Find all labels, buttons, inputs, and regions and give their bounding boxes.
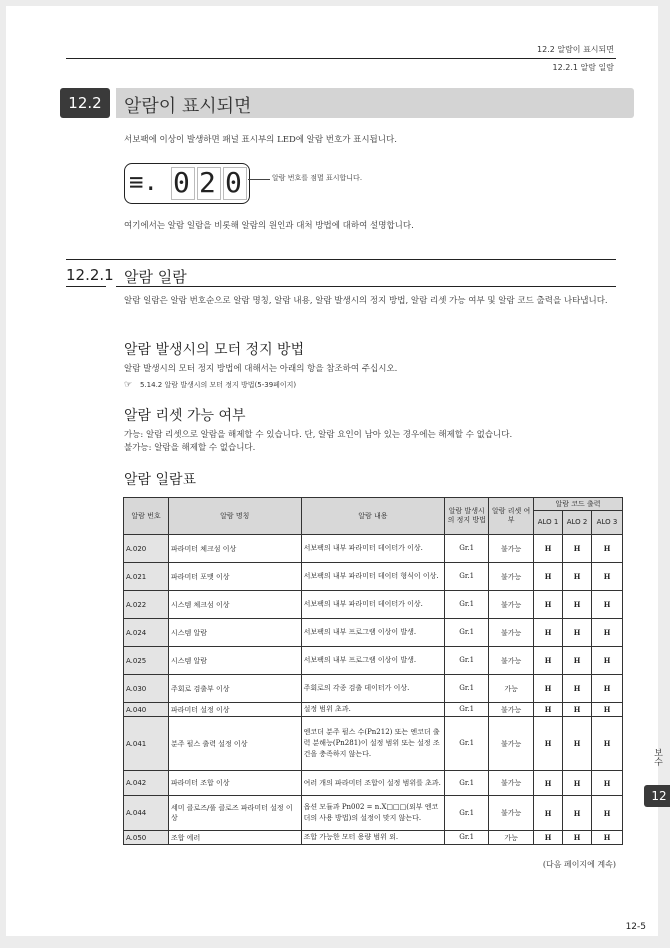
- alarm-code-cell: A.024: [124, 619, 169, 647]
- chapter-tab[interactable]: 12: [644, 785, 670, 807]
- stop-method-text: 알람 발생시의 모터 정지 방법에 대해서는 아래의 항을 참조하여 주십시오.: [124, 364, 398, 374]
- alarm-reset-cell: 불가능: [489, 619, 534, 647]
- subsection-number-underline: [66, 286, 106, 287]
- alo3-cell: H: [592, 563, 623, 591]
- alo2-cell: H: [563, 703, 592, 717]
- alarm-stop-method-cell: Gr.1: [445, 563, 489, 591]
- alo2-cell: H: [563, 591, 592, 619]
- alarm-name-cell: 파라미터 조합 이상: [168, 771, 301, 796]
- alarm-name-cell: 파라미터 포맷 이상: [168, 563, 301, 591]
- alo1-cell: H: [534, 535, 563, 563]
- alarm-code-cell: A.021: [124, 563, 169, 591]
- alo3-cell: H: [592, 647, 623, 675]
- alarm-content-cell: 서보팩의 내부 파라미터 데이터가 이상.: [301, 591, 445, 619]
- side-tab-label: 보수: [652, 748, 662, 766]
- led-panel-display: [124, 163, 250, 204]
- alarm-content-cell: 서보팩의 내부 프로그램 이상이 발생.: [301, 619, 445, 647]
- alarm-reset-cell: 불가능: [489, 535, 534, 563]
- continued-note: (다음 페이지에 계속): [542, 860, 616, 869]
- alarm-name-cell: 시스템 알람: [168, 647, 301, 675]
- running-header-chapter: 12.2 알람이 표시되면: [537, 45, 614, 54]
- alo1-cell: H: [534, 563, 563, 591]
- alo1-cell: H: [534, 796, 563, 831]
- running-header-subsection: 12.2.1 알람 일람: [552, 63, 614, 72]
- subsection-title-underline: [116, 286, 616, 287]
- alo2-cell: H: [563, 535, 592, 563]
- alarm-name-cell: 조합 에러: [168, 831, 301, 845]
- reset-possible-text: 가능: 알람 리셋으로 알람을 해제할 수 있습니다. 단, 알람 요인이 남아 있는 경우에는 해제할 수 없습니다.: [124, 430, 513, 440]
- alarm-stop-method-cell: Gr.1: [445, 647, 489, 675]
- alo1-cell: H: [534, 831, 563, 845]
- alo2-cell: H: [563, 796, 592, 831]
- alo1-cell: H: [534, 591, 563, 619]
- alo3-cell: H: [592, 717, 623, 771]
- reference-hand-icon: ☞: [124, 380, 133, 390]
- led-status-digit: ≡.: [129, 168, 158, 196]
- alarm-list-table: [123, 497, 623, 845]
- table-row: [124, 535, 623, 563]
- alo1-cell: H: [534, 647, 563, 675]
- col-header-code-output: 알람 코드 출력: [534, 498, 623, 511]
- display-callout: 알람 번호를 점멸 표시합니다.: [272, 174, 363, 182]
- alarm-table-heading: 알람 일람표: [124, 472, 197, 488]
- alarm-stop-method-cell: Gr.1: [445, 831, 489, 845]
- alarm-content-cell: 설정 범위 초과.: [301, 703, 445, 717]
- alarm-content-cell: 엔코더 분주 펄스 수(Pn212) 또는 엔코더 출력 분해능(Pn281)이 설정 범위 또는 설정 조건을 충족하지 않는다.: [301, 717, 445, 771]
- led-digit-1: 0: [173, 166, 190, 199]
- alo1-cell: H: [534, 771, 563, 796]
- col-header-alo3: ALO 3: [592, 511, 623, 535]
- alarm-name-cell: 주회로 검출부 이상: [168, 675, 301, 703]
- alo3-cell: H: [592, 771, 623, 796]
- alarm-code-cell: A.042: [124, 771, 169, 796]
- alo3-cell: H: [592, 703, 623, 717]
- alarm-content-cell: 서보팩의 내부 파라미터 데이터 형식이 이상.: [301, 563, 445, 591]
- header-rule: [66, 58, 616, 59]
- alo2-cell: H: [563, 831, 592, 845]
- alarm-reset-cell: 불가능: [489, 647, 534, 675]
- table-row: [124, 591, 623, 619]
- col-header-name: 알람 명칭: [168, 498, 301, 535]
- stop-method-heading: 알람 발생시의 모터 정지 방법: [124, 342, 305, 358]
- table-row: [124, 831, 623, 845]
- table-row: [124, 796, 623, 831]
- alarm-content-cell: 여러 개의 파라미터 조합이 설정 범위를 초과.: [301, 771, 445, 796]
- alarm-stop-method-cell: Gr.1: [445, 703, 489, 717]
- table-row: [124, 563, 623, 591]
- col-header-content: 알람 내용: [301, 498, 445, 535]
- col-header-alo2: ALO 2: [563, 511, 592, 535]
- alarm-reset-cell: 불가능: [489, 771, 534, 796]
- alarm-reset-cell: 가능: [489, 675, 534, 703]
- alarm-code-cell: A.050: [124, 831, 169, 845]
- subsection-number: 12.2.1: [66, 266, 114, 284]
- alarm-code-cell: A.025: [124, 647, 169, 675]
- section-number-badge: 12.2: [60, 88, 110, 118]
- alarm-content-cell: 옵션 모듈과 Pn002 = n.X□□□(외부 엔코더의 사용 방법)의 설정이 맞지 않는다.: [301, 796, 445, 831]
- alo1-cell: H: [534, 675, 563, 703]
- alarm-stop-method-cell: Gr.1: [445, 796, 489, 831]
- alo2-cell: H: [563, 563, 592, 591]
- led-digit-2: 2: [199, 166, 216, 199]
- reset-heading: 알람 리셋 가능 여부: [124, 408, 246, 424]
- alarm-name-cell: 파라미터 설정 이상: [168, 703, 301, 717]
- alarm-code-cell: A.041: [124, 717, 169, 771]
- alarm-content-cell: 주회로의 각종 검출 데이터가 이상.: [301, 675, 445, 703]
- alarm-name-cell: 세미 클로즈/풀 클로즈 파라미터 설정 이상: [168, 796, 301, 831]
- alarm-reset-cell: 불가능: [489, 563, 534, 591]
- section-title: 알람이 표시되면: [124, 96, 252, 117]
- alarm-reset-cell: 불가능: [489, 703, 534, 717]
- alarm-stop-method-cell: Gr.1: [445, 591, 489, 619]
- alo1-cell: H: [534, 717, 563, 771]
- alarm-code-cell: A.044: [124, 796, 169, 831]
- col-header-alo1: ALO 1: [534, 511, 563, 535]
- alo2-cell: H: [563, 717, 592, 771]
- alo1-cell: H: [534, 619, 563, 647]
- alarm-content-cell: 서보팩의 내부 프로그램 이상이 발생.: [301, 647, 445, 675]
- alo2-cell: H: [563, 647, 592, 675]
- alo3-cell: H: [592, 535, 623, 563]
- alarm-stop-method-cell: Gr.1: [445, 771, 489, 796]
- alo3-cell: H: [592, 591, 623, 619]
- stop-method-reference-link[interactable]: 5.14.2 알람 발생시의 모터 정지 방법(5-39페이지): [140, 381, 297, 389]
- alo2-cell: H: [563, 771, 592, 796]
- table-row: [124, 717, 623, 771]
- alo3-cell: H: [592, 675, 623, 703]
- manual-page: [6, 6, 667, 936]
- alo2-cell: H: [563, 619, 592, 647]
- alarm-code-cell: A.030: [124, 675, 169, 703]
- alarm-reset-cell: 가능: [489, 831, 534, 845]
- led-digit-3: 0: [225, 166, 242, 199]
- alo3-cell: H: [592, 796, 623, 831]
- alo1-cell: H: [534, 703, 563, 717]
- alarm-reset-cell: 불가능: [489, 796, 534, 831]
- alarm-content-cell: 조합 가능한 모터 용량 범위 외.: [301, 831, 445, 845]
- page-number: 12-5: [625, 922, 646, 932]
- reset-impossible-text: 불가능: 알람을 해제할 수 없습니다.: [124, 443, 256, 453]
- alarm-stop-method-cell: Gr.1: [445, 619, 489, 647]
- subsection-intro: 알람 일람은 알람 번호순으로 알람 명칭, 알람 내용, 알람 발생시의 정지 방법, 알람 리셋 가능 여부 및 알람 코드 출력을 나타냅니다.: [124, 296, 608, 306]
- col-header-reset: 알람 리셋 여부: [489, 498, 534, 535]
- callout-leader-line: [248, 179, 270, 180]
- col-header-stop-method: 알람 발생시의 정지 방법: [445, 498, 489, 535]
- col-header-code: 알람 번호: [124, 498, 169, 535]
- alarm-stop-method-cell: Gr.1: [445, 717, 489, 771]
- section-intro: 서보팩에 이상이 발생하면 패널 표시부의 LED에 알람 번호가 표시됩니다.: [124, 135, 397, 145]
- alo3-cell: H: [592, 831, 623, 845]
- alo2-cell: H: [563, 675, 592, 703]
- alarm-name-cell: 파라미터 체크섬 이상: [168, 535, 301, 563]
- alo3-cell: H: [592, 619, 623, 647]
- table-row: [124, 771, 623, 796]
- table-row: [124, 619, 623, 647]
- alarm-name-cell: 시스템 알람: [168, 619, 301, 647]
- table-row: [124, 647, 623, 675]
- subsection-title: 알람 일람: [124, 268, 187, 286]
- subsection-top-rule: [66, 259, 616, 260]
- alarm-reset-cell: 불가능: [489, 591, 534, 619]
- alarm-name-cell: 분주 펄스 출력 설정 이상: [168, 717, 301, 771]
- alarm-code-cell: A.040: [124, 703, 169, 717]
- alarm-code-cell: A.022: [124, 591, 169, 619]
- alarm-code-cell: A.020: [124, 535, 169, 563]
- alarm-name-cell: 시스템 체크섬 이상: [168, 591, 301, 619]
- alarm-stop-method-cell: Gr.1: [445, 675, 489, 703]
- alarm-stop-method-cell: Gr.1: [445, 535, 489, 563]
- table-row: [124, 703, 623, 717]
- alarm-reset-cell: 불가능: [489, 717, 534, 771]
- alarm-content-cell: 서보팩의 내부 파라미터 데이터가 이상.: [301, 535, 445, 563]
- table-row: [124, 675, 623, 703]
- section-description: 여기에서는 알람 일람을 비롯해 알람의 원인과 대처 방법에 대하여 설명합니다.: [124, 221, 414, 231]
